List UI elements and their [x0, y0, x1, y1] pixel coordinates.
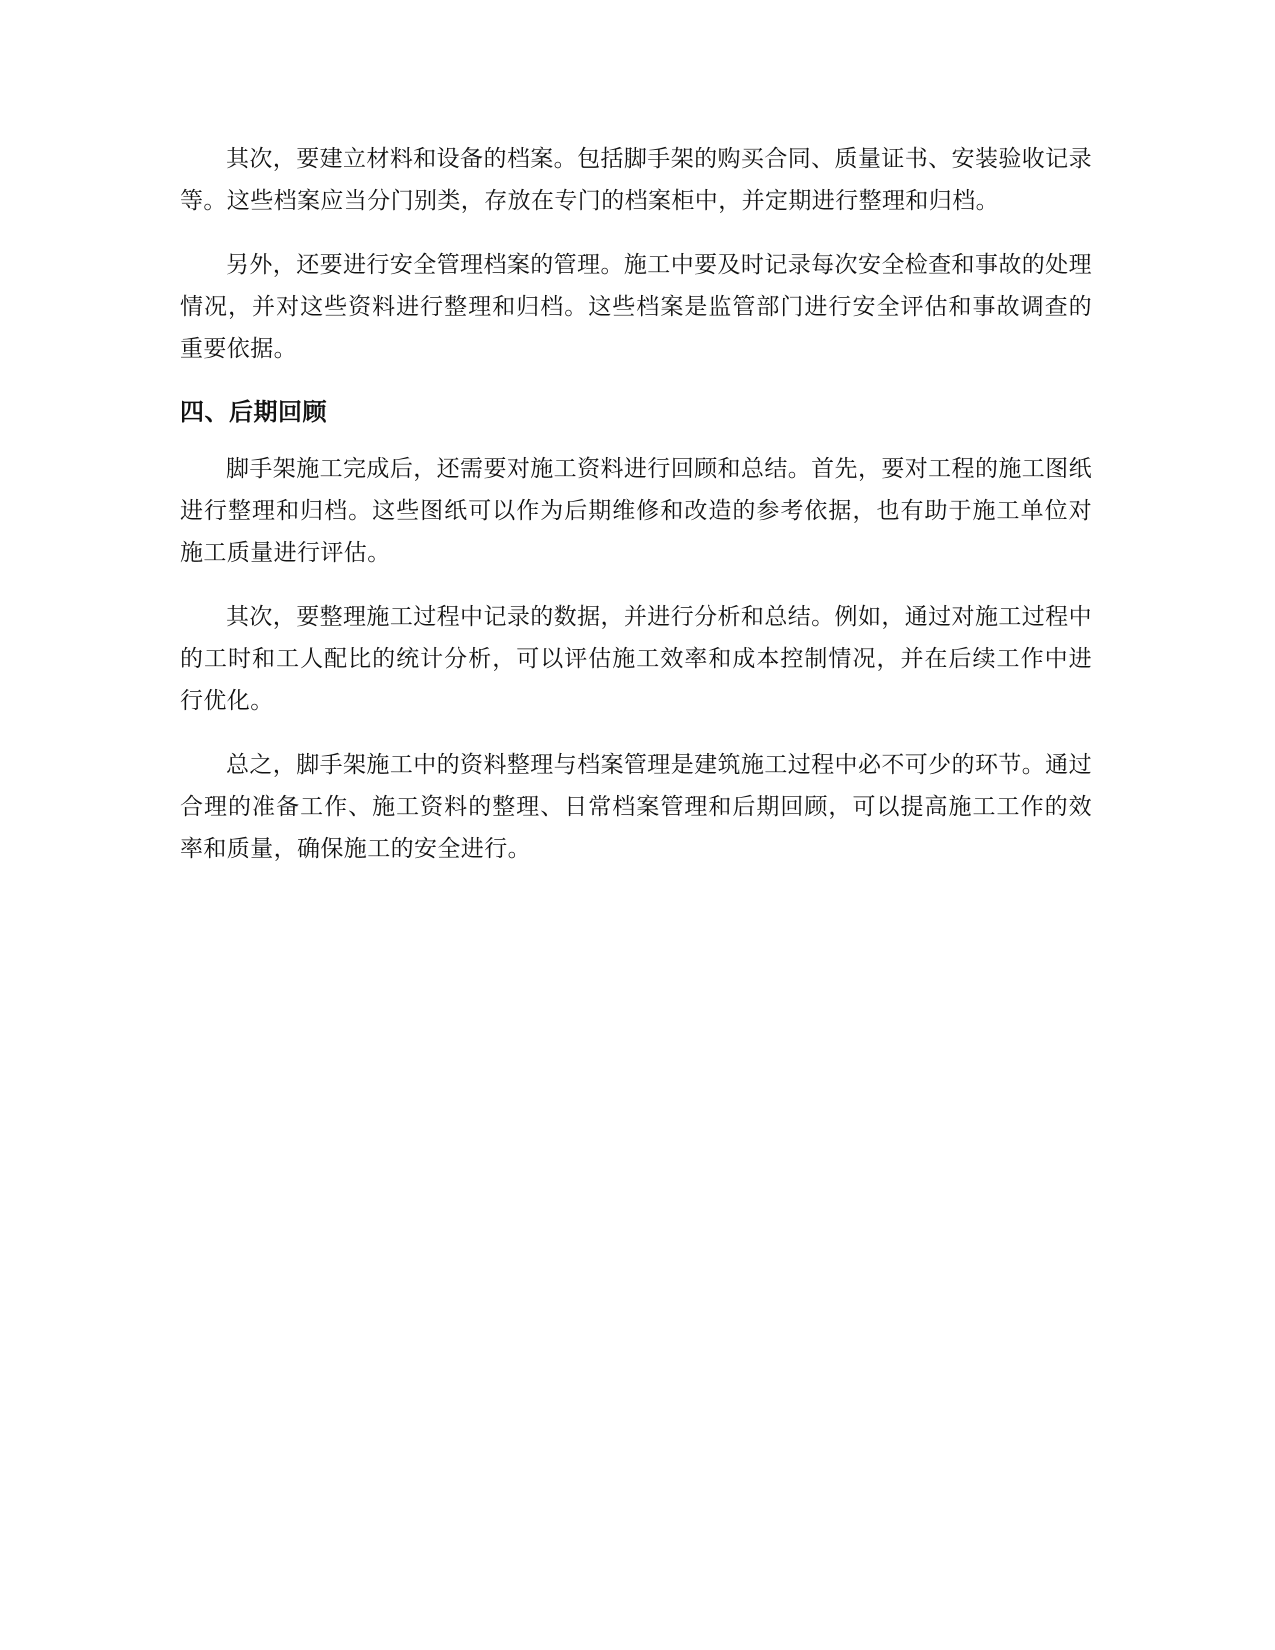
paragraph-conclusion: 总之，脚手架施工中的资料整理与档案管理是建筑施工过程中必不可少的环节。通过合理的准备工作、施工资料的整理、日常档案管理和后期回顾，可以提高施工工作的效率和质量，确保施工的安全进行。 [180, 752, 1092, 862]
document-page [180, 138, 1092, 892]
paragraph-review-drawings: 脚手架施工完成后，还需要对施工资料进行回顾和总结。首先，要对工程的施工图纸进行整理和归档。这些图纸可以作为后期维修和改造的参考依据，也有助于施工单位对施工质量进行评估。 [180, 456, 1092, 566]
section-heading: 四、后期回顾 [180, 398, 327, 426]
paragraph-material-archives: 其次，要建立材料和设备的档案。包括脚手架的购买合同、质量证书、安装验收记录等。这些档案应当分门别类，存放在专门的档案柜中，并定期进行整理和归档。 [180, 146, 1092, 214]
paragraph-review-data: 其次，要整理施工过程中记录的数据，并进行分析和总结。例如，通过对施工过程中的工时和工人配比的统计分析，可以评估施工效率和成本控制情况，并在后续工作中进行优化。 [180, 604, 1092, 714]
paragraph-safety-archives: 另外，还要进行安全管理档案的管理。施工中要及时记录每次安全检查和事故的处理情况，并对这些资料进行整理和归档。这些档案是监管部门进行安全评估和事故调查的重要依据。 [180, 252, 1092, 362]
